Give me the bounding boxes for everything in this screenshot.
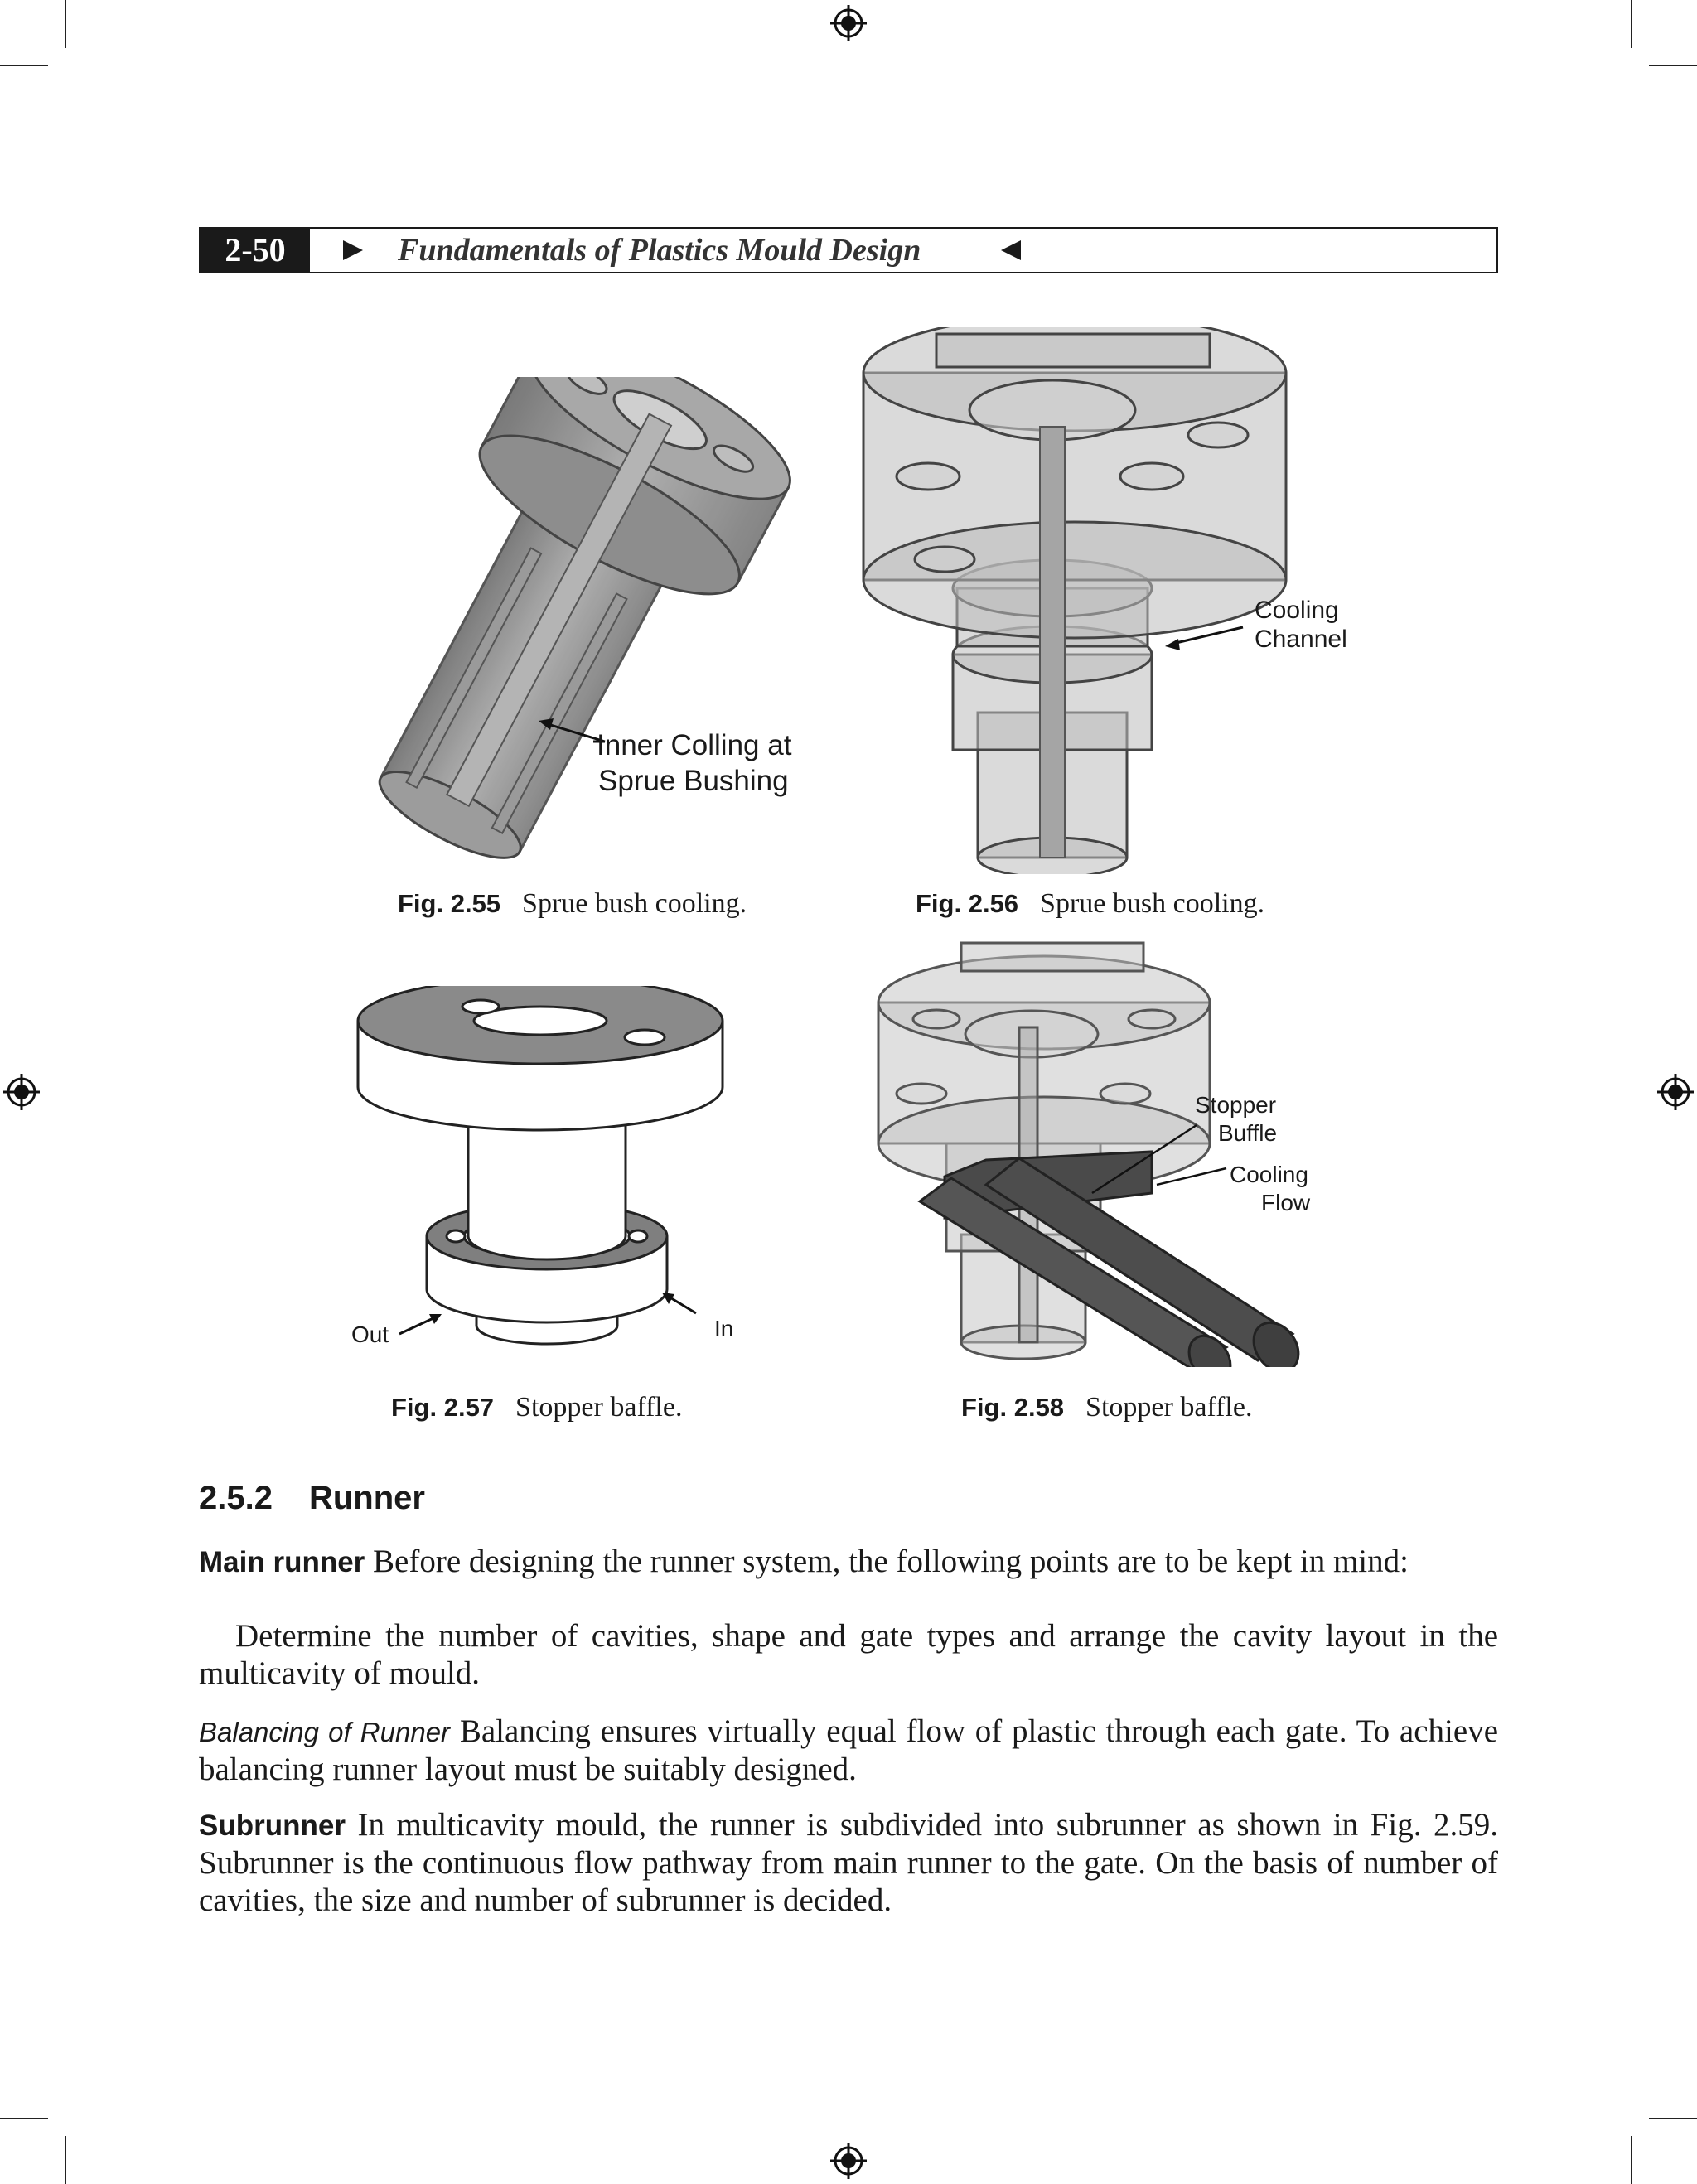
paragraph-main-runner bbox=[199, 1543, 1498, 1581]
figure-caption-text: Sprue bush cooling. bbox=[1040, 888, 1265, 919]
crop-mark bbox=[1649, 65, 1697, 66]
run-in-heading: Balancing of Runner bbox=[199, 1717, 451, 1747]
figure-2-55-label-2: Sprue Bushing bbox=[598, 765, 789, 797]
section-number: 2.5.2 bbox=[199, 1480, 273, 1516]
crop-mark bbox=[65, 2136, 66, 2184]
figure-2-57-caption bbox=[391, 1392, 682, 1423]
paragraph-text: Before designing the runner system, the following points are to be kept in mind: bbox=[373, 1544, 1409, 1579]
paragraph-subrunner bbox=[199, 1806, 1498, 1919]
triangle-right-icon bbox=[343, 240, 363, 260]
figure-2-56-illustration bbox=[853, 327, 1367, 874]
run-in-heading: Subrunner bbox=[199, 1810, 346, 1842]
figure-2-56-label-2: Channel bbox=[1255, 626, 1347, 653]
figure-number: Fig. 2.55 bbox=[398, 889, 501, 918]
figure-2-55-label-1: Inner Colling at bbox=[597, 729, 792, 761]
figure-2-58-label-3: Cooling bbox=[1230, 1162, 1308, 1187]
figure-number: Fig. 2.57 bbox=[391, 1393, 495, 1422]
registration-mark-icon bbox=[830, 2143, 867, 2179]
figure-caption-text: Sprue bush cooling. bbox=[522, 888, 747, 919]
figure-number: Fig. 2.58 bbox=[961, 1393, 1065, 1422]
registration-mark-icon bbox=[830, 5, 867, 41]
paragraph-text: In multicavity mould, the runner is subdivided into subrunner as shown in Fig. 2.59. Subrunner is the continuous flow pathway from main runner to the gate. On the basis of number of cavities, the size and number of subrunner is decided. bbox=[199, 1807, 1498, 1918]
book-title: Fundamentals of Plastics Mould Design bbox=[398, 233, 921, 268]
figure-2-55-illustration bbox=[340, 377, 820, 874]
section-heading bbox=[199, 1480, 425, 1517]
figure-caption-text: Stopper baffle. bbox=[1085, 1392, 1253, 1423]
page-number: 2-50 bbox=[201, 229, 310, 272]
crop-mark bbox=[0, 2118, 48, 2119]
section-title: Runner bbox=[308, 1480, 425, 1516]
registration-mark-icon bbox=[1657, 1074, 1694, 1110]
crop-mark bbox=[1631, 0, 1632, 48]
figure-2-57-illustration bbox=[340, 986, 804, 1367]
figure-2-58-label-1: Stopper bbox=[1195, 1092, 1277, 1118]
paragraph-determine bbox=[199, 1617, 1498, 1692]
figure-2-56-label-1: Cooling bbox=[1255, 597, 1339, 624]
figure-2-58-caption bbox=[961, 1392, 1252, 1423]
figure-2-58-illustration bbox=[862, 936, 1359, 1367]
figure-2-58-label-4: Flow bbox=[1261, 1190, 1311, 1215]
triangle-left-icon bbox=[1001, 240, 1021, 260]
crop-mark bbox=[1649, 2118, 1697, 2119]
crop-mark bbox=[65, 0, 66, 48]
figure-caption-text: Stopper baffle. bbox=[515, 1392, 683, 1423]
paragraph-text: Balancing ensures virtually equal flow of plastic through each gate. To achieve balancing runner layout must be suitably designed. bbox=[199, 1713, 1499, 1787]
figure-2-57-label-out: Out bbox=[351, 1322, 389, 1347]
paragraph-text: Determine the number of cavities, shape and gate types and arrange the cavity layout in the multicavity of mould. bbox=[199, 1618, 1498, 1691]
figure-2-56-caption bbox=[916, 888, 1264, 920]
figure-2-58-label-2: Buffle bbox=[1218, 1120, 1278, 1146]
crop-mark bbox=[1631, 2136, 1632, 2184]
figure-2-55-caption bbox=[398, 888, 747, 920]
figure-number: Fig. 2.56 bbox=[916, 889, 1019, 918]
figure-2-57-label-in: In bbox=[714, 1316, 734, 1341]
crop-mark bbox=[0, 65, 48, 66]
run-in-heading: Main runner bbox=[199, 1546, 365, 1578]
registration-mark-icon bbox=[3, 1074, 40, 1110]
paragraph-balancing bbox=[199, 1713, 1498, 1788]
running-header bbox=[199, 227, 1498, 273]
